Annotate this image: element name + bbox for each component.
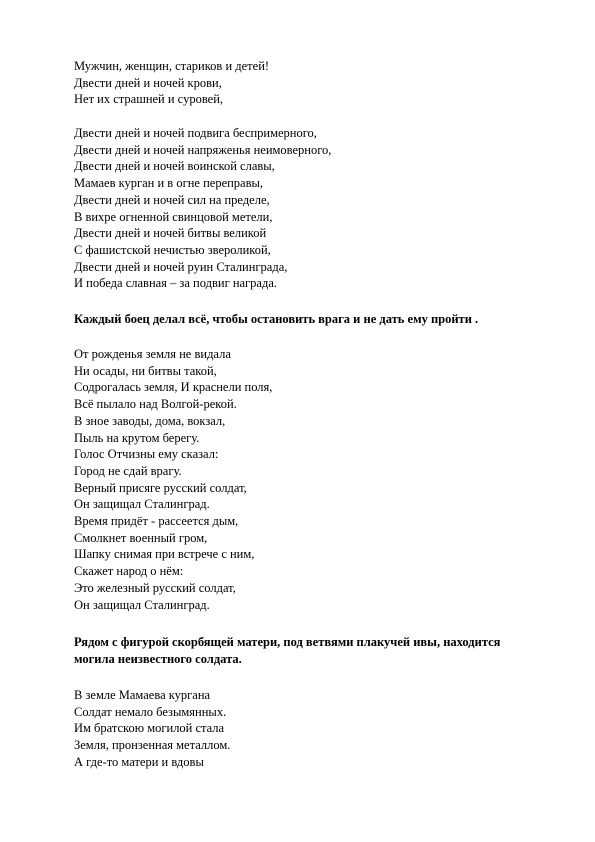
poem-line: Двести дней и ночей сил на пределе, xyxy=(74,192,270,207)
poem-line: Двести дней и ночей воинской славы, xyxy=(74,159,275,174)
poem-line: Мамаев курган и в огне переправы, xyxy=(74,176,264,191)
poem-line: Нет их страшней и суровей, xyxy=(74,92,224,107)
poem-line: Солдат немало безымянных. xyxy=(74,704,227,719)
poem-line: В земле Мамаева кургана xyxy=(74,688,211,702)
poem-line: В зное заводы, дома, вокзал, xyxy=(74,413,226,428)
poem-line: Двести дней и ночей крови, xyxy=(74,75,222,90)
poem-line: Двести дней и ночей подвига беспримерного, xyxy=(74,126,317,140)
poem-line: Смолкнет военный гром, xyxy=(74,530,208,545)
poem-line: Пыль на крутом берегу. xyxy=(74,430,200,445)
poem-line: Голос Отчизны ему сказал: xyxy=(74,447,219,462)
poem-line: Им братскою могилой стала xyxy=(74,721,225,736)
poem-stanza-4 xyxy=(74,687,230,771)
note-line: могила неизвестного солдата. xyxy=(74,651,242,666)
poem-line: От рожденья земля не видала xyxy=(74,347,231,361)
poem-line: Город не сдай врагу. xyxy=(74,463,182,478)
poem-line: Мужчин, женщин, стариков и детей! xyxy=(74,59,270,73)
poem-line: И победа славная – за подвиг награда. xyxy=(74,276,278,291)
poem-line: Двести дней и ночей битвы великой xyxy=(74,226,267,241)
poem-line: Двести дней и ночей руин Сталинграда, xyxy=(74,259,288,274)
poem-line: Верный присяге русский солдат, xyxy=(74,480,247,495)
poem-line: Время придёт - рассеется дым, xyxy=(74,514,239,529)
poem-line: Земля, пронзенная металлом. xyxy=(74,738,231,753)
poem-line: Шапку снимая при встрече с ним, xyxy=(74,547,255,562)
poem-stanza-3 xyxy=(74,346,272,613)
poem-line: Ни осады, ни битвы такой, xyxy=(74,363,217,378)
poem-line: Скажет народ о нём: xyxy=(74,564,184,579)
poem-line: В вихре огненной свинцовой метели, xyxy=(74,209,273,224)
bold-note-2 xyxy=(74,634,500,667)
poem-line: Он защищал Сталинград. xyxy=(74,497,210,512)
poem-line: А где-то матери и вдовы xyxy=(74,754,204,769)
poem-line: Всё пылало над Волгой-рекой. xyxy=(74,397,237,412)
poem-stanza-1 xyxy=(74,58,269,108)
poem-stanza-2 xyxy=(74,125,331,292)
poem-line: Содрогалась земля, И краснели поля, xyxy=(74,380,273,395)
poem-line: Двести дней и ночей напряженья неимоверного, xyxy=(74,142,332,157)
bold-note-1: Каждый боец делал всё, чтобы остановить врага и не дать ему пройти . xyxy=(74,312,479,326)
poem-line: Это железный русский солдат, xyxy=(74,580,236,595)
poem-line: Он защищал Сталинград. xyxy=(74,597,210,612)
note-line: Рядом с фигурой скорбящей матери, под ветвями плакучей ивы, находится xyxy=(74,635,501,649)
poem-line: С фашистской нечистью звероликой, xyxy=(74,242,271,257)
